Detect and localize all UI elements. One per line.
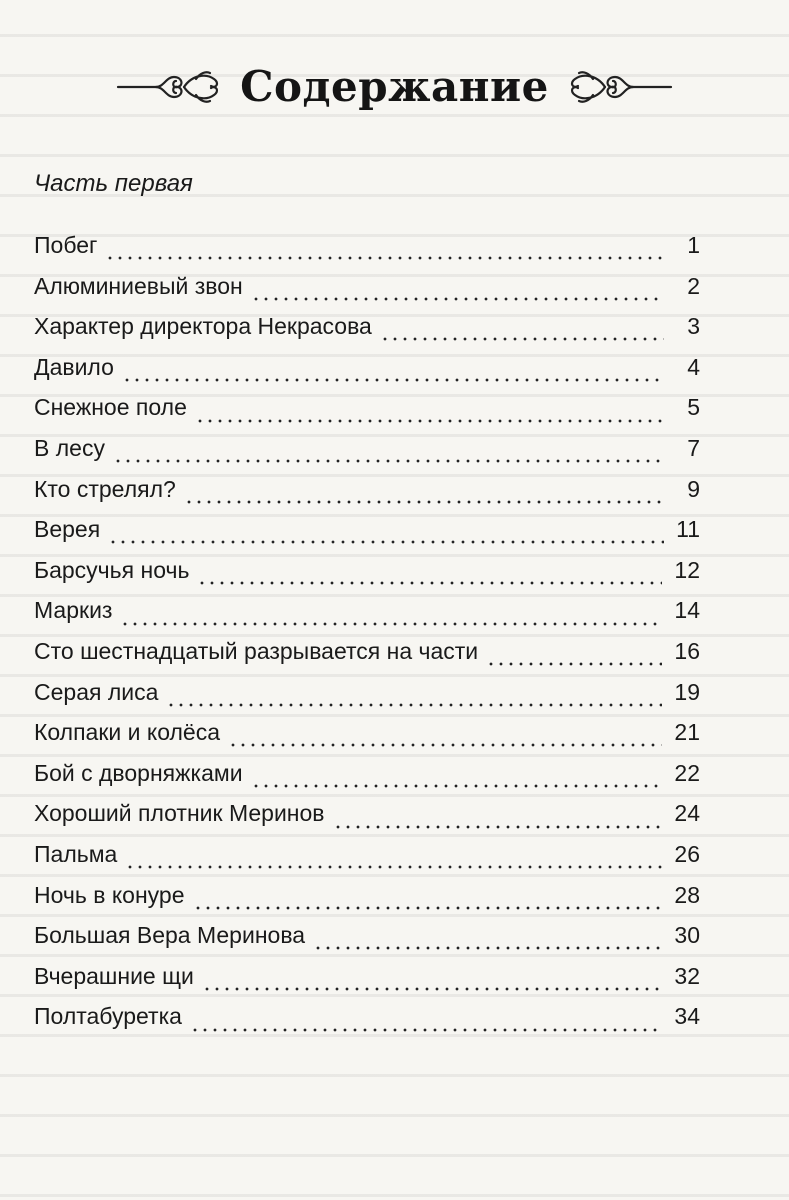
toc-label: Маркиз	[34, 597, 113, 624]
toc-page-number: 3	[687, 313, 700, 340]
dot-leader	[190, 1028, 662, 1032]
toc-label: Снежное поле	[34, 394, 187, 421]
toc-page-number: 12	[674, 556, 700, 583]
dot-leader	[108, 540, 664, 544]
dot-leader	[105, 256, 664, 260]
toc-label: Характер директора Некрасова	[34, 313, 372, 340]
toc-page-number: 21	[674, 719, 700, 746]
toc-row[interactable]	[34, 435, 700, 476]
toc-label: Давило	[34, 353, 114, 380]
toc-label: Хороший плотник Меринов	[34, 800, 325, 827]
dot-leader	[166, 703, 662, 707]
toc-row[interactable]	[34, 476, 700, 517]
toc-label: Бой с дворняжками	[34, 759, 243, 786]
dot-leader	[113, 459, 664, 463]
part-title: Часть первая	[34, 170, 193, 197]
page-title: Содержание	[240, 62, 549, 111]
toc-row[interactable]	[34, 273, 700, 314]
toc-page-number: 2	[687, 272, 700, 299]
toc-label: Колпаки и колёса	[34, 719, 220, 746]
toc-page-number: 24	[674, 800, 700, 827]
dot-leader	[120, 622, 662, 626]
header	[0, 62, 789, 111]
dot-leader	[313, 946, 662, 950]
toc-page-number: 19	[674, 678, 700, 705]
toc-label: Вчерашние щи	[34, 962, 194, 989]
toc-page-number: 9	[687, 475, 700, 502]
toc-label: Серая лиса	[34, 678, 159, 705]
dot-leader	[195, 419, 664, 423]
toc-label: Алюминиевый звон	[34, 272, 243, 299]
toc-label: Сто шестнадцатый разрывается на части	[34, 637, 479, 664]
dot-leader	[125, 865, 662, 869]
dot-leader	[197, 581, 662, 585]
toc-page-number: 22	[674, 759, 700, 786]
toc-page-number: 1	[687, 232, 700, 258]
scroll-ornament-left-icon	[116, 67, 226, 107]
table-of-contents	[34, 232, 700, 1044]
toc-row[interactable]	[34, 516, 700, 557]
toc-row[interactable]	[34, 760, 700, 801]
toc-row[interactable]	[34, 597, 700, 638]
toc-row[interactable]	[34, 841, 700, 882]
toc-label: В лесу	[34, 434, 105, 461]
toc-row[interactable]	[34, 963, 700, 1004]
toc-label: Побег	[34, 232, 98, 258]
toc-page-number: 4	[687, 353, 700, 380]
dot-leader	[193, 906, 663, 910]
toc-page-number: 26	[674, 840, 700, 867]
toc-row[interactable]	[34, 232, 700, 273]
dot-leader	[486, 662, 662, 666]
toc-label: Полтабуретка	[34, 1003, 182, 1030]
toc-page-number: 34	[674, 1003, 700, 1030]
toc-label: Барсучья ночь	[34, 556, 190, 583]
toc-row[interactable]	[34, 882, 700, 923]
toc-label: Верея	[34, 516, 101, 543]
dot-leader	[184, 500, 664, 504]
toc-row[interactable]	[34, 1003, 700, 1044]
toc-page-number: 5	[687, 394, 700, 421]
toc-label: Кто стрелял?	[34, 475, 176, 502]
toc-row[interactable]	[34, 679, 700, 720]
toc-page-number: 30	[674, 922, 700, 949]
toc-page-number: 7	[687, 434, 700, 461]
dot-leader	[202, 987, 663, 991]
toc-page-number: 11	[676, 516, 700, 543]
dot-leader	[251, 297, 664, 301]
dot-leader	[122, 378, 664, 382]
dot-leader	[380, 337, 664, 341]
toc-row[interactable]	[34, 557, 700, 598]
toc-page-number: 32	[674, 962, 700, 989]
toc-label: Ночь в конуре	[34, 881, 185, 908]
toc-page-number: 16	[674, 637, 700, 664]
toc-row[interactable]	[34, 638, 700, 679]
scroll-ornament-right-icon	[563, 67, 673, 107]
toc-row[interactable]	[34, 800, 700, 841]
toc-row[interactable]	[34, 394, 700, 435]
toc-row[interactable]	[34, 313, 700, 354]
toc-row[interactable]	[34, 354, 700, 395]
toc-label: Пальма	[34, 840, 118, 867]
toc-page-number: 28	[674, 881, 700, 908]
dot-leader	[333, 825, 663, 829]
dot-leader	[251, 784, 663, 788]
toc-row[interactable]	[34, 719, 700, 760]
toc-label: Большая Вера Меринова	[34, 922, 306, 949]
dot-leader	[228, 743, 662, 747]
toc-row[interactable]	[34, 922, 700, 963]
toc-page-number: 14	[674, 597, 700, 624]
